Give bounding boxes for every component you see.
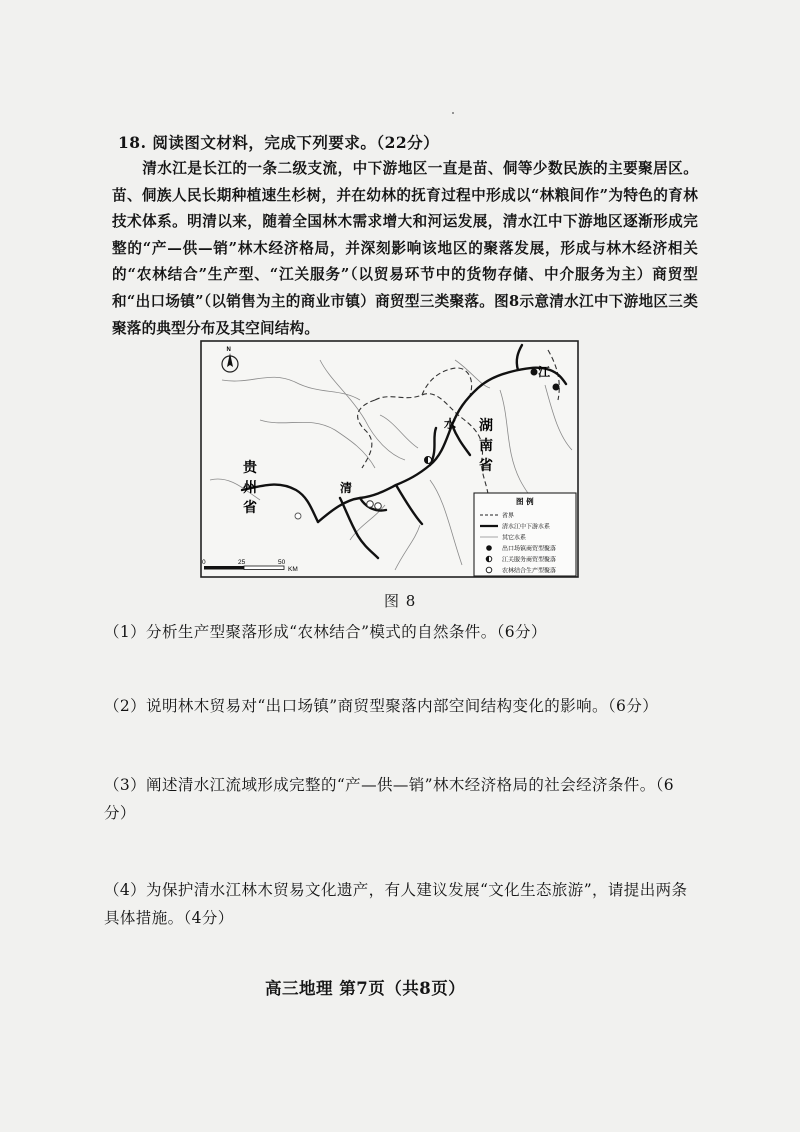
subquestion-4: （4）为保护清水江林木贸易文化遗产，有人建议发展“文化生态旅游”，请提出两条具体措施。（4分） bbox=[104, 881, 688, 927]
scale-tick-0: 0 bbox=[202, 559, 206, 566]
figure-caption: 图 8 bbox=[384, 592, 417, 610]
scale-bar-segment-light bbox=[244, 566, 284, 570]
river-label-jiang: 江 bbox=[538, 365, 551, 379]
passage-text: 清水江是长江的一条二级支流，中下游地区一直是苗、侗等少数民族的主要聚居区。苗、侗族人民长期种植速生杉树，并在幼林的抚育过程中形成以“林粮间作”为特色的育林技术体系。明清以来，随着全国林木需求增大和河运发展，清水江中下游地区逐渐形成完整的“产—供—销”林木经济格局，并深刻影响该地区的聚落发展，形成与林木经济相关的“农林结合”生产型、“江关服务”（以贸易环节中的货物存储、中介服务为主）商贸型和“出口场镇”（以销售为主的商业市镇）商贸型三类聚落。图8示意清水江中下游地区三类聚落的典型分布及其空间结构。 bbox=[112, 160, 698, 337]
river-service-settlement bbox=[425, 457, 432, 464]
legend-symbol-river-service bbox=[486, 556, 492, 562]
river-label-qing: 清 bbox=[340, 481, 353, 495]
guizhou-char-2: 州 bbox=[243, 480, 257, 496]
hunan-char-3: 省 bbox=[479, 458, 493, 474]
scale-tick-50: 50 bbox=[278, 559, 286, 566]
north-label: N bbox=[226, 347, 231, 353]
legend-item-qingshui: 清水江中下游水系 bbox=[502, 523, 551, 531]
subquestion-3: （3）阐述清水江流域形成完整的“产—供—销”林木经济格局的社会经济条件。（6分） bbox=[104, 776, 675, 822]
page-footer: 高三地理 第7页（共8页） bbox=[265, 979, 466, 998]
figure-8-map bbox=[200, 340, 580, 580]
legend-symbol-export-town bbox=[486, 545, 492, 551]
legend-item-boundary: 省界 bbox=[502, 512, 515, 520]
hunan-char-2: 南 bbox=[479, 438, 493, 454]
scan-speck bbox=[452, 112, 454, 114]
guizhou-char-3: 省 bbox=[243, 500, 257, 516]
river-label-shui: 水 bbox=[444, 417, 457, 431]
map-svg bbox=[200, 340, 580, 580]
subquestion-2: （2）说明林木贸易对“出口场镇”商贸型聚落内部空间结构变化的影响。（6分） bbox=[104, 697, 659, 715]
agroforestry-settlement bbox=[375, 503, 382, 510]
scale-tick-25: 25 bbox=[238, 559, 246, 566]
legend-symbol-agroforestry bbox=[486, 567, 492, 573]
agroforestry-settlement bbox=[295, 513, 301, 519]
legend-item-agroforestry: 农林结合生产型聚落 bbox=[502, 567, 557, 575]
export-town-settlement bbox=[531, 369, 538, 376]
agroforestry-settlement bbox=[367, 501, 374, 508]
scale-unit: KM bbox=[288, 566, 298, 573]
question-title: 18. 阅读图文材料，完成下列要求。（22分） bbox=[118, 133, 440, 152]
legend-item-export-town: 出口场镇商贸型聚落 bbox=[502, 545, 557, 553]
map-legend bbox=[474, 493, 576, 576]
legend-item-river-service: 江关服务商贸型聚落 bbox=[502, 556, 557, 564]
legend-item-other-rivers: 其它水系 bbox=[502, 534, 527, 542]
subquestion-1: （1）分析生产型聚落形成“农林结合”模式的自然条件。（6分） bbox=[104, 623, 547, 641]
legend-title: 图 例 bbox=[516, 497, 534, 506]
question-passage bbox=[112, 156, 698, 342]
export-town-settlement bbox=[553, 384, 560, 391]
scale-bar-segment-dark bbox=[204, 566, 244, 570]
guizhou-char-1: 贵 bbox=[243, 460, 257, 476]
hunan-char-1: 湖 bbox=[479, 418, 493, 434]
